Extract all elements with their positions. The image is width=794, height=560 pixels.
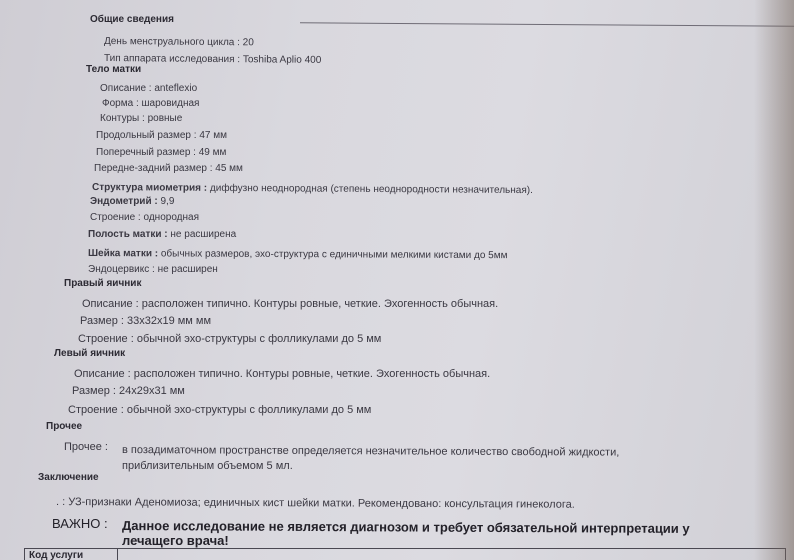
conclusion-text: . : УЗ-признаки Аденомиоза; единичных кист шейки матки. Рекомендовано: консультация гинеколога. <box>55 496 575 511</box>
endometrium-structure: Строение : однородная <box>90 212 199 223</box>
myometrium-structure <box>92 182 533 196</box>
endocervix: Эндоцервикс : не расширен <box>88 264 218 275</box>
section-right-ovary-heading: Правый яичник <box>64 278 142 289</box>
other-text-line2: приблизительным объемом 5 мл. <box>122 460 293 472</box>
right-ovary-size: Размер : 33x32x19 мм мм <box>80 315 212 327</box>
uterus-shape: Форма : шаровидная <box>102 98 200 109</box>
right-ovary-structure: Строение : обычной эхо-структуры с фолликулами до 5 мм <box>78 333 382 345</box>
left-ovary-description: Описание : расположен типично. Контуры ровные, четкие. Эхогенность обычная. <box>74 368 491 380</box>
service-code-header: Код услуги <box>29 550 84 560</box>
table-divider <box>117 549 118 560</box>
endometrium-value: 9,9 <box>157 196 175 207</box>
section-conclusion-heading: Заключение <box>38 472 99 483</box>
uterus-longitudinal-size: Продольный размер : 47 мм <box>96 130 227 141</box>
cycle-day: День менструального цикла : 20 <box>103 36 254 49</box>
section-other-heading: Прочее <box>46 421 83 432</box>
page-shadow <box>754 0 794 560</box>
left-ovary-structure: Строение : обычной эхо-структуры с фолликулами до 5 мм <box>68 404 372 416</box>
section-left-ovary-heading: Левый яичник <box>54 348 126 359</box>
section-general-heading: Общие сведения <box>90 14 174 25</box>
section-uterus-heading: Тело матки <box>86 64 142 75</box>
endometrium-label: Эндометрий : <box>90 196 158 207</box>
uterus-description: Описание : anteflexio <box>100 83 198 94</box>
warning-label: ВАЖНО : <box>52 516 108 531</box>
warning-line1: Данное исследование не является диагнозом и требует обязательной интерпретации у <box>121 518 690 536</box>
cervix-value: обычных размеров, эхо-структура с единичными мелкими кистами до 5мм <box>158 248 508 262</box>
endometrium <box>90 196 174 207</box>
myometrium-label: Структура миометрия : <box>91 182 208 194</box>
other-label: Прочее : <box>64 441 108 453</box>
uterus-transverse-size: Поперечный размер : 49 мм <box>96 147 227 158</box>
warning-line2: лечащего врача! <box>122 533 229 548</box>
myometrium-value: диффузно неоднородная (степень неоднородности незначительная). <box>207 182 533 197</box>
uterine-cavity <box>88 229 236 240</box>
cavity-label: Полость матки : <box>88 229 168 240</box>
cervix <box>88 248 508 261</box>
left-ovary-size: Размер : 24x29x31 мм <box>72 385 185 397</box>
uterus-ap-size: Передне-задний размер : 45 мм <box>94 163 243 174</box>
services-table-header <box>24 548 786 560</box>
cavity-value: не расширена <box>167 229 237 240</box>
cervix-label: Шейка матки : <box>87 248 159 260</box>
uterus-contours: Контуры : ровные <box>100 113 183 124</box>
right-ovary-description: Описание : расположен типично. Контуры ровные, четкие. Эхогенность обычная. <box>82 298 499 310</box>
other-text-line1: в позадиматочном пространстве определяется незначительное количество свободной жидкости, <box>121 444 620 459</box>
device-type: Тип аппарата исследования : Toshiba Aplio 400 <box>103 53 322 66</box>
